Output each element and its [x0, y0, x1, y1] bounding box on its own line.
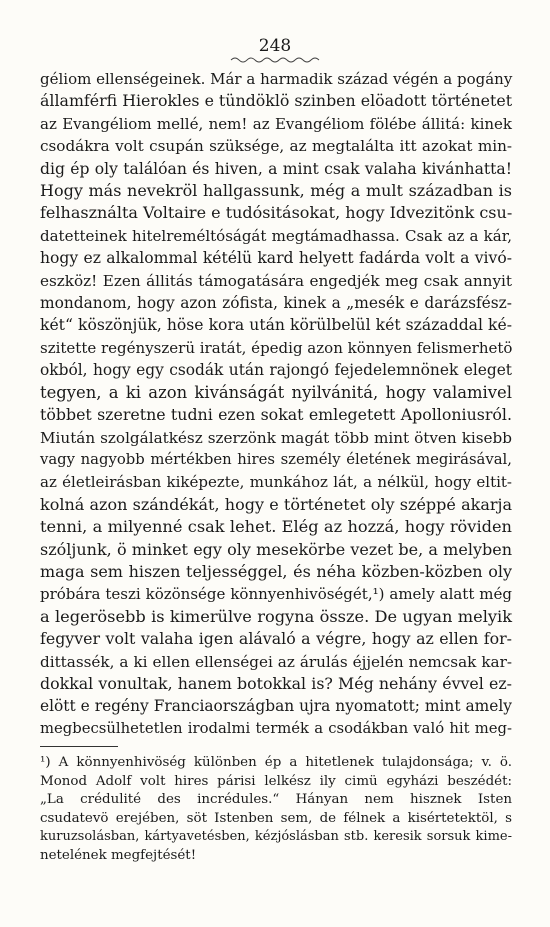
text-line: tegyen, a ki azon kivánságát nyilvánitá, hogy valamivel	[40, 382, 512, 402]
footnote-line: csudatevö erejében, söt Istenben sem, de félnek a kisértetektöl, s	[40, 810, 512, 826]
text-line: az Evangéliom mellé, nem! az Evangéliom fölébe állitá: kinek	[40, 114, 512, 133]
text-line: dig ép oly találóan és hiven, a mint csak valaha kivánhatta!	[40, 159, 512, 178]
text-line: megbecsülhetetlen irodalmi termék a csodákban való hit meg-	[40, 719, 512, 737]
text-line: csodákra volt csupán szüksége, az megtalálta itt azokat min-	[40, 137, 512, 156]
text-line: két“ köszönjük, höse kora után körülbelül két századdal ké-	[40, 316, 512, 335]
text-line: Hogy más nevekröl hallgassunk, még a mult században is	[40, 181, 512, 201]
text-line: kolná azon szándékát, hogy e történetet oly széppé akarja	[40, 494, 512, 514]
page-number: 248	[258, 36, 292, 56]
text-line: vagy nagyobb mértékben hires személy életének megirásával,	[40, 450, 512, 468]
text-line: tenni, a milyenné csak lehet. Elég az hozzá, hogy röviden	[40, 517, 512, 537]
text-line: fegyver volt valaha igen alávaló a végre, hogy az ellen for-	[40, 629, 512, 649]
text-line: az életleirásban kiképezte, munkához lát, a nélkül, hogy eltit-	[40, 473, 512, 492]
text-line: többet szeretne tudni ezen sokat emlegetett Apolloniusról.	[40, 405, 512, 425]
text-line: datetteinek hitelreméltóságát megtámadhassa. Csak az a kár,	[40, 226, 512, 245]
footnote	[40, 754, 512, 866]
footnote-line: kuruzsolásban, kártyavetésben, kézjóslásban stb. keresik sorsuk kime-	[40, 829, 512, 845]
footnote-rule	[40, 746, 118, 747]
text-line: próbára teszi közönsége könnyenhivöségét,¹) amely alatt még	[40, 585, 512, 604]
text-line: szóljunk, ö minket egy oly mesekörbe vezet be, a melyben	[40, 539, 512, 559]
footnote-line: Monod Adolf volt hires párisi lelkész ily cimü egyházi beszédét:	[40, 773, 512, 789]
text-line: mondanom, hogy azon zófista, kinek a „mesék e darázsfész-	[40, 294, 512, 313]
text-line: Miután szolgálatkész szerzönk magát több mint ötven kisebb	[40, 428, 512, 447]
text-line: hogy ez alkalommal kétélü kard helyett fadárda volt a vivó-	[40, 249, 512, 268]
text-line: okból, hogy egy csodák után rajongó fejedelemnönek eleget	[40, 361, 512, 380]
text-line: dittassék, a ki ellen ellenségei az árulás éjjelén nemcsak kar-	[40, 652, 512, 671]
footnote-line: netelének megfejtését!	[40, 847, 197, 863]
main-text	[40, 68, 512, 740]
text-line: géliom ellenségeinek. Már a harmadik század végén a pogány	[40, 70, 513, 88]
text-line: szitette regényszerü iratát, épedig azon könnyen felismerhetö	[40, 338, 513, 357]
text-line: a legerösebb is kimerülve rogyna össze. De ugyan melyik	[40, 606, 512, 626]
text-line: felhasználta Voltaire e tudósitásokat, hogy Idvezitönk csu-	[40, 203, 513, 223]
text-line: elött e regény Franciaországban ujra nyomatott; mint amely	[40, 697, 512, 716]
footnote-line: „La crédulité des incrédules.“ Hányan nem hisznek Isten	[40, 792, 512, 808]
text-line: maga sem hiszen teljességgel, és néha közben-közben oly	[40, 561, 512, 581]
text-line: eszköz! Ezen állitás támogatására engedjék meg csak annyit	[40, 271, 512, 290]
footnote-line: ¹) A könnyenhivöség különben ép a hitetlenek tulajdonsága; v. ö.	[40, 755, 512, 770]
text-line: dokkal vonultak, hanem botokkal is? Még nehány évvel ez-	[40, 673, 512, 693]
text-line: államférfi Hierokles e tündöklö szinben elöadott történetet	[40, 91, 513, 111]
header-ornament	[229, 56, 321, 64]
